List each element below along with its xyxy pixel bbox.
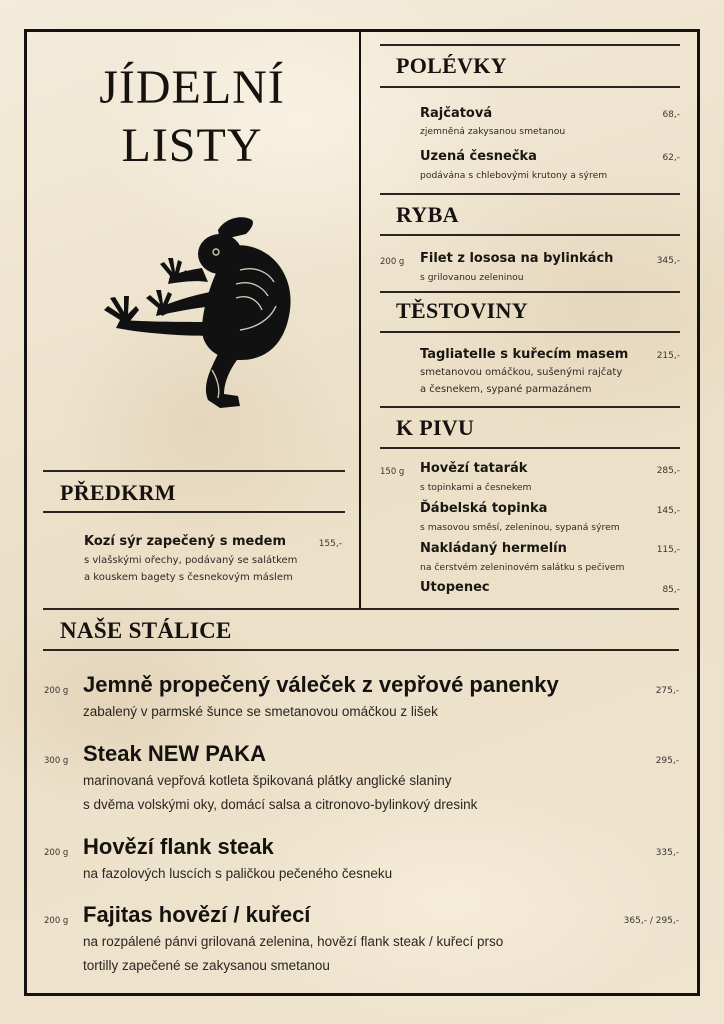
- divider-line: [43, 608, 679, 610]
- item-description: marinovaná vepřová kotleta špikovaná plátky anglické slaniny: [83, 773, 452, 788]
- item-name: Hovězí flank steak: [83, 834, 274, 859]
- divider-line: [43, 511, 345, 513]
- item-description: zjemněná zakysanou smetanou: [420, 126, 566, 137]
- item-description: a česnekem, sypané parmazánem: [420, 384, 592, 395]
- divider-line: [43, 649, 679, 651]
- item-description: a kouskem bagety s česnekovým máslem: [84, 572, 293, 583]
- section-heading-predkrm: PŘEDKRM: [60, 480, 176, 505]
- section-heading-nase-stalice: NAŠE STÁLICE: [60, 618, 232, 643]
- divider-line: [380, 291, 680, 293]
- item-weight: 200 g: [44, 848, 69, 858]
- item-description: s masovou směsí, zeleninou, sypaná sýrem: [420, 522, 620, 533]
- section-heading-testoviny: TĚSTOVINY: [396, 298, 528, 323]
- item-weight: 300 g: [44, 756, 69, 766]
- item-price: 285,-: [656, 466, 680, 476]
- divider-line: [380, 193, 680, 195]
- divider-line: [380, 234, 680, 236]
- item-price: 335,-: [655, 848, 679, 858]
- item-description: s topinkami a česnekem: [420, 482, 532, 493]
- section-heading-ryba: RYBA: [396, 202, 459, 227]
- item-name: Kozí sýr zapečený s medem: [84, 534, 287, 549]
- item-weight: 200 g: [44, 916, 69, 926]
- item-price: 345,-: [656, 256, 680, 266]
- item-name: Tagliatelle s kuřecím masem: [420, 347, 629, 362]
- menu-title-line2: LISTY: [121, 119, 263, 172]
- item-description: s grilovanou zeleninou: [420, 272, 524, 283]
- menu-title-line1: JÍDELNÍ: [99, 61, 285, 114]
- item-price: 275,-: [655, 686, 679, 696]
- item-name: Fajitas hovězí / kuřecí: [83, 902, 311, 927]
- item-description: zabalený v parmské šunce se smetanovou omáčkou z lišek: [83, 704, 438, 719]
- item-description: podávána s chlebovými krutony a sýrem: [420, 170, 608, 181]
- item-price: 295,-: [655, 756, 679, 766]
- item-name: Filet z lososa na bylinkách: [420, 251, 614, 266]
- item-name: Uzená česnečka: [420, 149, 537, 164]
- item-description: s vlašskými ořechy, podávaný se salátkem: [84, 555, 298, 566]
- divider-line: [380, 86, 680, 88]
- item-name: Jemně propečený váleček z vepřové panenky: [83, 672, 559, 697]
- divider-line: [380, 406, 680, 408]
- item-price: 115,-: [656, 545, 680, 555]
- item-description: na čerstvém zeleninovém salátku s pečivem: [420, 562, 625, 573]
- item-price: 85,-: [662, 585, 680, 595]
- divider-line: [380, 44, 680, 46]
- item-description: na rozpálené pánvi grilovaná zelenina, hovězí flank steak / kuřecí prso: [83, 934, 504, 949]
- item-description: s dvěma volskými oky, domácí salsa a citronovo-bylinkový dresink: [83, 797, 478, 812]
- section-heading-polevky: POLÉVKY: [396, 53, 507, 78]
- item-price: 62,-: [662, 153, 680, 163]
- item-name: Utopenec: [420, 580, 490, 595]
- item-name: Steak NEW PAKA: [83, 741, 266, 766]
- item-name: Ďábelská topinka: [420, 501, 548, 516]
- item-price: 68,-: [662, 110, 680, 120]
- item-description: tortilly zapečené se zakysanou smetanou: [83, 958, 330, 973]
- divider-line: [43, 470, 345, 472]
- item-price: 215,-: [656, 351, 680, 361]
- divider-line: [380, 447, 680, 449]
- item-price: 155,-: [318, 539, 342, 549]
- dancing-goblin-silhouette-icon: [90, 210, 310, 415]
- item-weight: 200 g: [44, 686, 69, 696]
- item-name: Hovězí tatarák: [420, 461, 528, 476]
- item-price: 365,- / 295,-: [623, 916, 679, 926]
- item-description: smetanovou omáčkou, sušenými rajčaty: [420, 367, 623, 378]
- divider-line: [380, 331, 680, 333]
- item-price: 145,-: [656, 506, 680, 516]
- item-weight: 200 g: [380, 257, 405, 267]
- section-heading-k-pivu: K PIVU: [396, 415, 475, 440]
- item-weight: 150 g: [380, 467, 405, 477]
- item-description: na fazolových luscích s paličkou pečeného česneku: [83, 866, 393, 881]
- item-name: Rajčatová: [420, 106, 493, 121]
- item-name: Nakládaný hermelín: [420, 541, 567, 556]
